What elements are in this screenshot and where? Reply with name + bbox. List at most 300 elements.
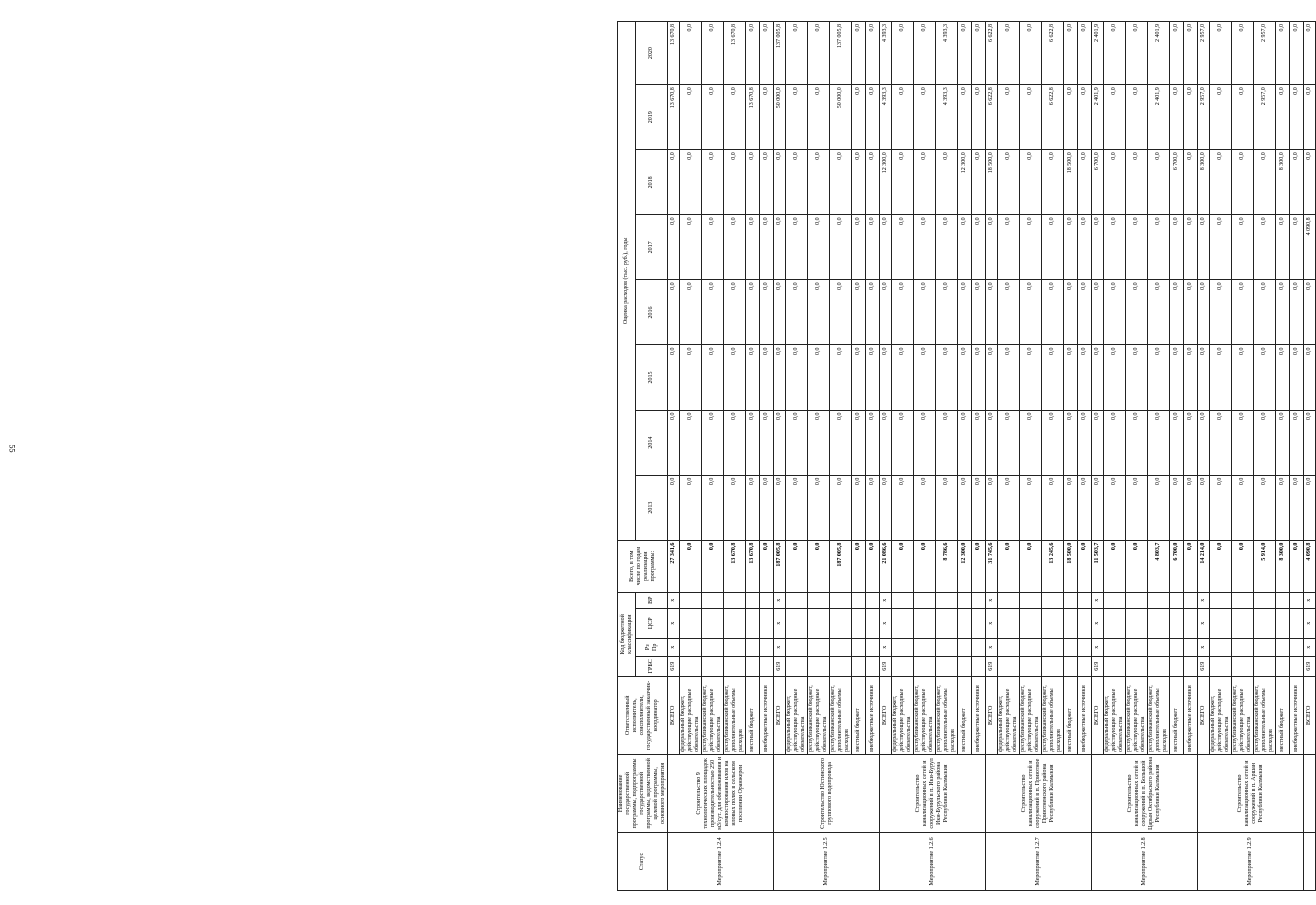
code-csr-cell: х bbox=[1304, 608, 1316, 638]
header-responsible: Ответственный исполнитель, соисполнители, государственный заказчик-координатор bbox=[618, 676, 668, 754]
year-value-cell: 0,0 bbox=[1064, 85, 1078, 150]
year-value-cell: 0,0 bbox=[830, 475, 852, 540]
year-value-cell: 0,0 bbox=[914, 85, 936, 150]
funding-source-cell: республиканский бюджет, дополнительные объемы расходов bbox=[830, 676, 852, 754]
code-csr-cell bbox=[1042, 608, 1064, 638]
year-value-cell: 6 700,0 bbox=[1092, 150, 1104, 215]
year-value-cell: 0,0 bbox=[1064, 22, 1078, 85]
year-value-cell: 0,0 bbox=[760, 215, 774, 280]
year-value-cell: 0,0 bbox=[1020, 85, 1042, 150]
year-value-cell: 0,0 bbox=[1184, 475, 1198, 540]
code-grbs-cell bbox=[1254, 656, 1276, 676]
year-value-cell: 0,0 bbox=[866, 150, 880, 215]
code-grbs-cell bbox=[1170, 656, 1184, 676]
year-value-cell: 0,0 bbox=[1126, 410, 1148, 475]
funding-source-cell: федеральный бюджет, действующие расходные обязательства bbox=[1104, 676, 1126, 754]
program-name-cell: Строительство канализационных сетей и сооружений в п. Приютное Приютненского района Республики Калмыкия bbox=[986, 754, 1092, 832]
year-value-cell: 0,0 bbox=[1042, 345, 1064, 410]
year-value-cell: 0,0 bbox=[746, 410, 760, 475]
program-name-cell: Строительство канализационных сетей и сооружений в п. Большой Царын Октябрьского района Республики Калмыкия bbox=[1092, 754, 1198, 832]
year-value-cell: 0,0 bbox=[724, 85, 746, 150]
code-csr-cell: х bbox=[774, 608, 786, 638]
code-rzpr-cell: х bbox=[880, 638, 892, 656]
funding-source-cell: республиканский бюджет, действующие расходные обязательства bbox=[1020, 676, 1042, 754]
code-rzpr-cell bbox=[702, 638, 724, 656]
year-value-cell: 0,0 bbox=[1064, 215, 1078, 280]
code-vr-cell: х bbox=[774, 592, 786, 608]
year-value-cell: 0,0 bbox=[1126, 85, 1148, 150]
code-vr-cell bbox=[1064, 592, 1078, 608]
program-name-cell: Строительство 9 технологических площадок производительностью 250 м3/сут. для обезвоживания и компостирования илов на иловых полях в сельском поселении Оранжереи bbox=[668, 754, 774, 832]
year-value-cell: 0,0 bbox=[1290, 345, 1304, 410]
total-cell: 187 005,8 bbox=[830, 540, 852, 592]
code-vr-cell bbox=[702, 592, 724, 608]
code-grbs-cell bbox=[1104, 656, 1126, 676]
year-value-cell: 0,0 bbox=[746, 22, 760, 85]
year-value-cell: 13 670,8 bbox=[668, 22, 680, 85]
code-rzpr-cell: х bbox=[1304, 638, 1316, 656]
year-value-cell: 2 957,0 bbox=[1198, 85, 1210, 150]
code-vr-cell: х bbox=[668, 592, 680, 608]
year-value-cell: 0,0 bbox=[680, 215, 702, 280]
year-value-cell: 0,0 bbox=[1126, 22, 1148, 85]
code-csr-cell: х bbox=[986, 608, 998, 638]
year-value-cell: 0,0 bbox=[774, 215, 786, 280]
year-value-cell: 0,0 bbox=[1232, 475, 1254, 540]
total-cell: 13 670,8 bbox=[724, 540, 746, 592]
year-value-cell: 0,0 bbox=[1290, 85, 1304, 150]
year-value-cell: 0,0 bbox=[972, 410, 986, 475]
year-value-cell: 0,0 bbox=[998, 280, 1020, 345]
year-value-cell: 137 005,8 bbox=[830, 22, 852, 85]
year-value-cell: 0,0 bbox=[1092, 280, 1104, 345]
header-year: 2020 bbox=[636, 22, 668, 85]
header-rzpr: Рз Пр bbox=[636, 638, 668, 656]
code-vr-cell bbox=[1104, 592, 1126, 608]
year-value-cell: 0,0 bbox=[1304, 85, 1316, 150]
total-cell: 0,0 bbox=[1078, 540, 1092, 592]
header-code-group: Код бюджетной классификации bbox=[618, 592, 636, 676]
year-value-cell: 0,0 bbox=[972, 22, 986, 85]
year-value-cell: 4 393,3 bbox=[880, 22, 892, 85]
funding-source-cell: внебюджетные источники bbox=[972, 676, 986, 754]
year-value-cell: 0,0 bbox=[1254, 150, 1276, 215]
year-value-cell: 0,0 bbox=[680, 345, 702, 410]
year-value-cell: 0,0 bbox=[972, 215, 986, 280]
code-vr-cell bbox=[972, 592, 986, 608]
year-value-cell: 0,0 bbox=[1290, 280, 1304, 345]
code-rzpr-cell bbox=[1126, 638, 1148, 656]
code-rzpr-cell bbox=[1254, 638, 1276, 656]
header-estimate-group: Оценка расходов (тыс. руб.), годы bbox=[618, 22, 636, 541]
code-grbs-cell bbox=[760, 656, 774, 676]
year-value-cell: 6 622,8 bbox=[986, 22, 998, 85]
year-value-cell: 0,0 bbox=[1198, 280, 1210, 345]
code-vr-cell bbox=[1126, 592, 1148, 608]
year-value-cell: 0,0 bbox=[880, 475, 892, 540]
year-value-cell: 0,0 bbox=[1020, 475, 1042, 540]
year-value-cell: 0,0 bbox=[972, 475, 986, 540]
year-value-cell: 0,0 bbox=[1170, 22, 1184, 85]
funding-source-cell: внебюджетные источники bbox=[1290, 676, 1304, 754]
year-value-cell: 0,0 bbox=[786, 150, 808, 215]
year-value-cell: 0,0 bbox=[958, 215, 972, 280]
code-vr-cell bbox=[1254, 592, 1276, 608]
code-vr-cell bbox=[786, 592, 808, 608]
year-value-cell: 0,0 bbox=[1210, 345, 1232, 410]
total-cell: 0,0 bbox=[852, 540, 866, 592]
year-value-cell: 0,0 bbox=[914, 475, 936, 540]
year-value-cell: 0,0 bbox=[1290, 475, 1304, 540]
year-value-cell: 0,0 bbox=[936, 215, 958, 280]
code-rzpr-cell bbox=[1210, 638, 1232, 656]
year-value-cell: 0,0 bbox=[1290, 410, 1304, 475]
year-value-cell: 0,0 bbox=[786, 345, 808, 410]
year-value-cell: 0,0 bbox=[1148, 410, 1170, 475]
year-value-cell: 0,0 bbox=[702, 22, 724, 85]
code-vr-cell bbox=[760, 592, 774, 608]
code-vr-cell bbox=[1148, 592, 1170, 608]
year-value-cell: 0,0 bbox=[1064, 410, 1078, 475]
year-value-cell: 0,0 bbox=[724, 345, 746, 410]
code-grbs-cell bbox=[998, 656, 1020, 676]
year-value-cell: 0,0 bbox=[852, 410, 866, 475]
code-rzpr-cell bbox=[998, 638, 1020, 656]
year-value-cell: 0,0 bbox=[1104, 215, 1126, 280]
year-value-cell: 0,0 bbox=[1290, 215, 1304, 280]
code-grbs-cell bbox=[1210, 656, 1232, 676]
year-value-cell: 0,0 bbox=[1184, 345, 1198, 410]
year-value-cell: 0,0 bbox=[1042, 215, 1064, 280]
year-value-cell: 2 401,9 bbox=[1092, 85, 1104, 150]
year-value-cell: 0,0 bbox=[808, 150, 830, 215]
code-rzpr-cell: х bbox=[1198, 638, 1210, 656]
funding-source-cell: республиканский бюджет, дополнительные объемы расходов bbox=[936, 676, 958, 754]
total-cell: 0,0 bbox=[786, 540, 808, 592]
code-vr-cell bbox=[892, 592, 914, 608]
funding-source-cell: ВСЕГО bbox=[668, 676, 680, 754]
year-value-cell: 2 957,0 bbox=[1198, 22, 1210, 85]
year-value-cell: 0,0 bbox=[936, 345, 958, 410]
year-value-cell: 0,0 bbox=[1078, 410, 1092, 475]
code-grbs-cell bbox=[746, 656, 760, 676]
year-value-cell: 0,0 bbox=[1232, 150, 1254, 215]
code-csr-cell: х bbox=[880, 608, 892, 638]
year-value-cell: 0,0 bbox=[866, 410, 880, 475]
code-csr-cell: х bbox=[1198, 608, 1210, 638]
code-grbs-cell bbox=[1020, 656, 1042, 676]
funding-source-cell: местный бюджет bbox=[746, 676, 760, 754]
code-grbs-cell bbox=[786, 656, 808, 676]
code-csr-cell bbox=[1148, 608, 1170, 638]
year-value-cell: 0,0 bbox=[1184, 150, 1198, 215]
year-value-cell: 0,0 bbox=[1304, 280, 1316, 345]
code-rzpr-cell bbox=[958, 638, 972, 656]
code-grbs-cell: 619 bbox=[1198, 656, 1210, 676]
code-vr-cell bbox=[852, 592, 866, 608]
year-value-cell: 0,0 bbox=[1210, 22, 1232, 85]
year-value-cell: 0,0 bbox=[972, 150, 986, 215]
year-value-cell: 0,0 bbox=[914, 150, 936, 215]
total-cell: 18 500,0 bbox=[1064, 540, 1078, 592]
year-value-cell: 0,0 bbox=[668, 215, 680, 280]
year-value-cell: 0,0 bbox=[1276, 215, 1290, 280]
total-cell: 0,0 bbox=[760, 540, 774, 592]
code-grbs-cell bbox=[936, 656, 958, 676]
table-row bbox=[880, 22, 892, 891]
year-value-cell: 0,0 bbox=[936, 150, 958, 215]
year-value-cell: 0,0 bbox=[1170, 410, 1184, 475]
year-value-cell: 0,0 bbox=[1170, 85, 1184, 150]
code-csr-cell bbox=[1184, 608, 1198, 638]
year-value-cell: 0,0 bbox=[1304, 475, 1316, 540]
code-csr-cell bbox=[1232, 608, 1254, 638]
header-year: 2019 bbox=[636, 85, 668, 150]
year-value-cell: 0,0 bbox=[958, 475, 972, 540]
total-cell: 4 090,8 bbox=[1304, 540, 1316, 592]
year-value-cell: 0,0 bbox=[866, 22, 880, 85]
year-value-cell: 18 500,0 bbox=[986, 150, 998, 215]
year-value-cell: 4 090,8 bbox=[1304, 215, 1316, 280]
funding-source-cell: республиканский бюджет, действующие расходные обязательства bbox=[1126, 676, 1148, 754]
year-value-cell: 6 622,8 bbox=[986, 85, 998, 150]
header-year: 2014 bbox=[636, 410, 668, 475]
year-value-cell: 0,0 bbox=[1126, 150, 1148, 215]
year-value-cell: 0,0 bbox=[1104, 22, 1126, 85]
code-grbs-cell: 619 bbox=[986, 656, 998, 676]
year-value-cell: 0,0 bbox=[724, 215, 746, 280]
total-cell: 13 670,8 bbox=[746, 540, 760, 592]
total-cell: 4 803,7 bbox=[1148, 540, 1170, 592]
code-rzpr-cell: х bbox=[668, 638, 680, 656]
code-rzpr-cell: х bbox=[1092, 638, 1104, 656]
year-value-cell: 2 957,0 bbox=[1254, 22, 1276, 85]
code-rzpr-cell bbox=[1148, 638, 1170, 656]
year-value-cell: 50 000,0 bbox=[830, 85, 852, 150]
code-rzpr-cell bbox=[1078, 638, 1092, 656]
year-value-cell: 0,0 bbox=[972, 280, 986, 345]
total-cell: 187 005,8 bbox=[774, 540, 786, 592]
total-cell: 14 214,0 bbox=[1198, 540, 1210, 592]
year-value-cell: 0,0 bbox=[724, 150, 746, 215]
code-vr-cell bbox=[998, 592, 1020, 608]
table-row bbox=[774, 22, 786, 891]
code-csr-cell bbox=[998, 608, 1020, 638]
year-value-cell: 0,0 bbox=[746, 215, 760, 280]
year-value-cell: 0,0 bbox=[1198, 215, 1210, 280]
year-value-cell: 0,0 bbox=[998, 150, 1020, 215]
year-value-cell: 0,0 bbox=[1276, 345, 1290, 410]
year-value-cell: 0,0 bbox=[786, 22, 808, 85]
year-value-cell: 0,0 bbox=[1078, 215, 1092, 280]
year-value-cell: 0,0 bbox=[702, 150, 724, 215]
year-value-cell: 0,0 bbox=[936, 410, 958, 475]
code-grbs-cell bbox=[972, 656, 986, 676]
funding-source-cell: ВСЕГО bbox=[986, 676, 998, 754]
year-value-cell: 0,0 bbox=[998, 215, 1020, 280]
code-grbs-cell bbox=[892, 656, 914, 676]
year-value-cell: 0,0 bbox=[746, 345, 760, 410]
year-value-cell: 0,0 bbox=[808, 85, 830, 150]
year-value-cell: 0,0 bbox=[1078, 22, 1092, 85]
total-cell: 0,0 bbox=[972, 540, 986, 592]
year-value-cell: 0,0 bbox=[1276, 410, 1290, 475]
code-csr-cell bbox=[1104, 608, 1126, 638]
code-grbs-cell bbox=[808, 656, 830, 676]
year-value-cell: 0,0 bbox=[1064, 280, 1078, 345]
year-value-cell: 0,0 bbox=[808, 22, 830, 85]
code-rzpr-cell: х bbox=[774, 638, 786, 656]
year-value-cell: 0,0 bbox=[958, 22, 972, 85]
code-vr-cell bbox=[1232, 592, 1254, 608]
funding-source-cell: внебюджетные источники bbox=[1078, 676, 1092, 754]
year-value-cell: 0,0 bbox=[1104, 345, 1126, 410]
year-value-cell: 0,0 bbox=[914, 345, 936, 410]
year-value-cell: 0,0 bbox=[1020, 280, 1042, 345]
year-value-cell: 0,0 bbox=[760, 85, 774, 150]
year-value-cell: 0,0 bbox=[1092, 410, 1104, 475]
total-cell: 8 300,0 bbox=[1276, 540, 1290, 592]
year-value-cell: 0,0 bbox=[892, 475, 914, 540]
code-grbs-cell bbox=[1290, 656, 1304, 676]
code-rzpr-cell bbox=[1042, 638, 1064, 656]
funding-source-cell: республиканский бюджет, дополнительные объемы расходов bbox=[724, 676, 746, 754]
code-csr-cell bbox=[680, 608, 702, 638]
year-value-cell: 0,0 bbox=[1254, 410, 1276, 475]
code-grbs-cell bbox=[1148, 656, 1170, 676]
year-value-cell: 0,0 bbox=[866, 280, 880, 345]
year-value-cell: 0,0 bbox=[852, 22, 866, 85]
year-value-cell: 0,0 bbox=[1254, 280, 1276, 345]
code-grbs-cell bbox=[702, 656, 724, 676]
total-cell: 0,0 bbox=[998, 540, 1020, 592]
code-rzpr-cell bbox=[786, 638, 808, 656]
code-rzpr-cell bbox=[936, 638, 958, 656]
total-cell: 0,0 bbox=[1020, 540, 1042, 592]
code-csr-cell bbox=[1290, 608, 1304, 638]
year-value-cell: 0,0 bbox=[914, 22, 936, 85]
code-csr-cell bbox=[866, 608, 880, 638]
year-value-cell: 0,0 bbox=[1020, 150, 1042, 215]
year-value-cell: 0,0 bbox=[774, 410, 786, 475]
year-value-cell: 0,0 bbox=[892, 410, 914, 475]
year-value-cell: 13 670,8 bbox=[668, 85, 680, 150]
year-value-cell: 0,0 bbox=[724, 475, 746, 540]
year-value-cell: 50 000,0 bbox=[774, 85, 786, 150]
header-grbs: ГРБС bbox=[636, 656, 668, 676]
year-value-cell: 0,0 bbox=[786, 410, 808, 475]
year-value-cell: 0,0 bbox=[936, 280, 958, 345]
year-value-cell: 0,0 bbox=[808, 215, 830, 280]
total-cell: 0,0 bbox=[1290, 540, 1304, 592]
funding-source-cell: местный бюджет bbox=[1064, 676, 1078, 754]
year-value-cell: 0,0 bbox=[1126, 215, 1148, 280]
year-value-cell: 0,0 bbox=[1092, 475, 1104, 540]
year-value-cell: 2 401,9 bbox=[1148, 22, 1170, 85]
year-value-cell: 0,0 bbox=[830, 345, 852, 410]
total-cell: 0,0 bbox=[1210, 540, 1232, 592]
year-value-cell: 0,0 bbox=[1210, 215, 1232, 280]
code-rzpr-cell bbox=[972, 638, 986, 656]
code-vr-cell: х bbox=[880, 592, 892, 608]
year-value-cell: 0,0 bbox=[1184, 410, 1198, 475]
year-value-cell: 0,0 bbox=[986, 475, 998, 540]
year-value-cell: 0,0 bbox=[852, 280, 866, 345]
code-csr-cell: х bbox=[1092, 608, 1104, 638]
year-value-cell: 0,0 bbox=[1020, 345, 1042, 410]
table-row bbox=[1198, 22, 1210, 891]
year-value-cell: 0,0 bbox=[1304, 345, 1316, 410]
code-vr-cell bbox=[936, 592, 958, 608]
code-grbs-cell bbox=[1064, 656, 1078, 676]
year-value-cell: 0,0 bbox=[1184, 85, 1198, 150]
year-value-cell: 0,0 bbox=[1078, 345, 1092, 410]
code-rzpr-cell bbox=[1290, 638, 1304, 656]
code-grbs-cell bbox=[852, 656, 866, 676]
year-value-cell: 0,0 bbox=[1078, 150, 1092, 215]
code-grbs-cell bbox=[1126, 656, 1148, 676]
status-cell: Мероприятие 1.2.9 bbox=[1198, 832, 1304, 890]
year-value-cell: 0,0 bbox=[1042, 280, 1064, 345]
code-vr-cell bbox=[1276, 592, 1290, 608]
funding-source-cell: внебюджетные источники bbox=[866, 676, 880, 754]
funding-source-cell: ВСЕГО bbox=[1198, 676, 1210, 754]
year-value-cell: 4 393,3 bbox=[880, 85, 892, 150]
code-vr-cell bbox=[808, 592, 830, 608]
year-value-cell: 0,0 bbox=[680, 150, 702, 215]
funding-source-cell: ВСЕГО bbox=[1304, 676, 1316, 754]
year-value-cell: 0,0 bbox=[1232, 22, 1254, 85]
code-vr-cell bbox=[866, 592, 880, 608]
year-value-cell: 0,0 bbox=[1254, 215, 1276, 280]
header-vr: ВР bbox=[636, 592, 668, 608]
code-rzpr-cell bbox=[746, 638, 760, 656]
year-value-cell: 0,0 bbox=[1104, 85, 1126, 150]
year-value-cell: 0,0 bbox=[1232, 345, 1254, 410]
program-name-cell bbox=[1304, 754, 1316, 832]
header-year: 2015 bbox=[636, 345, 668, 410]
year-value-cell: 0,0 bbox=[892, 22, 914, 85]
code-csr-cell bbox=[1064, 608, 1078, 638]
code-vr-cell bbox=[1042, 592, 1064, 608]
code-grbs-cell bbox=[1078, 656, 1092, 676]
year-value-cell: 0,0 bbox=[958, 280, 972, 345]
status-cell: Мероприятие 1.2.6 bbox=[880, 832, 986, 890]
program-name-cell: Строительство Юстинского группового водопровода bbox=[774, 754, 880, 832]
code-rzpr-cell bbox=[760, 638, 774, 656]
year-value-cell: 0,0 bbox=[1042, 475, 1064, 540]
funding-source-cell: республиканский бюджет, действующие расходные обязательства bbox=[1232, 676, 1254, 754]
year-value-cell: 0,0 bbox=[1290, 22, 1304, 85]
page-number: 55 bbox=[7, 444, 17, 453]
year-value-cell: 0,0 bbox=[1148, 150, 1170, 215]
status-cell: Мероприятие 1.2.7 bbox=[986, 832, 1092, 890]
year-value-cell: 0,0 bbox=[786, 215, 808, 280]
year-value-cell: 0,0 bbox=[1042, 150, 1064, 215]
year-value-cell: 0,0 bbox=[1104, 475, 1126, 540]
year-value-cell: 0,0 bbox=[1184, 280, 1198, 345]
code-vr-cell bbox=[1184, 592, 1198, 608]
year-value-cell: 0,0 bbox=[702, 280, 724, 345]
code-rzpr-cell bbox=[1184, 638, 1198, 656]
code-csr-cell bbox=[808, 608, 830, 638]
total-cell: 31 745,6 bbox=[986, 540, 998, 592]
year-value-cell: 0,0 bbox=[1148, 475, 1170, 540]
code-csr-cell bbox=[972, 608, 986, 638]
code-vr-cell bbox=[1290, 592, 1304, 608]
year-value-cell: 13 670,8 bbox=[746, 85, 760, 150]
total-cell: 8 786,6 bbox=[936, 540, 958, 592]
